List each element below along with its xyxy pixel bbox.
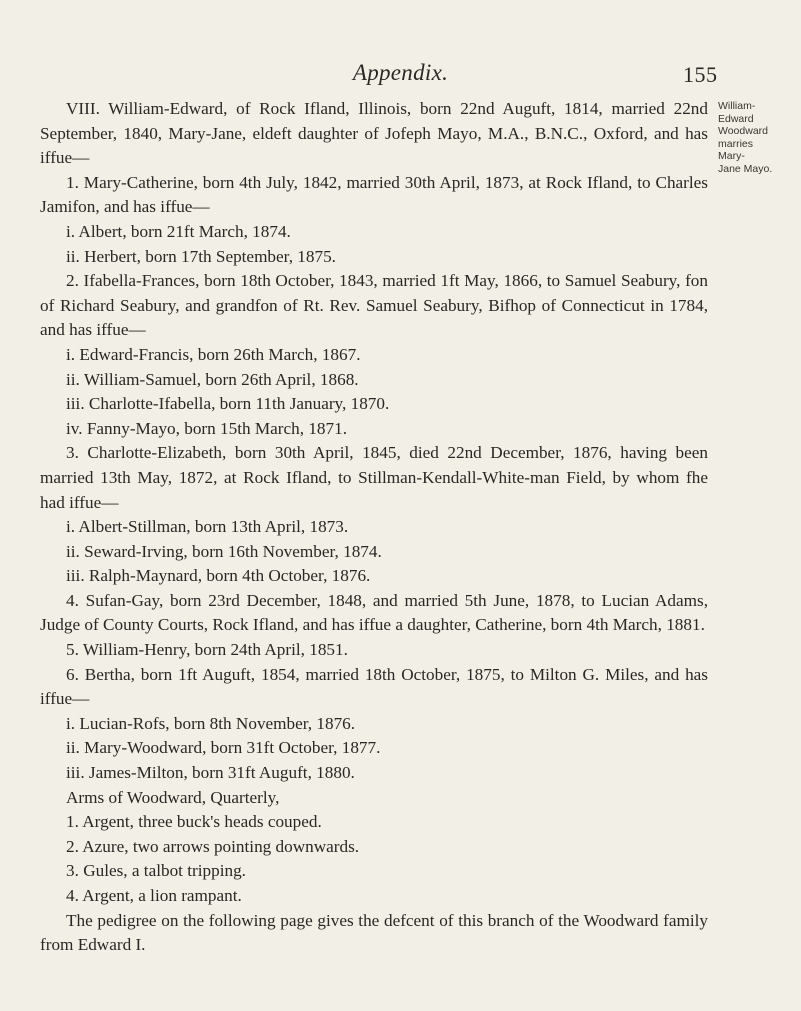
paragraph-grandchild: i. Albert, born 21ft March, 1874. [66,221,291,241]
paragraph-arms-quarter: 3. Gules, a talbot tripping. [66,861,246,881]
paragraph-grandchild: iii. Ralph-Maynard, born 4th October, 1876. [66,566,371,586]
paragraph-arms-heading: Arms of Woodward, Quarterly, [66,787,280,807]
body-text [40,97,708,958]
margin-note-line: Jane Mayo. [718,162,773,175]
running-title: Appendix. [352,60,449,85]
paragraph-child-4: 4. Sufan-Gay, born 23rd December, 1848, and married 5th June, 1878, to Lucian Adams, Judge of County Courts, Rock Ifland, and has iffue a daughter, Catherine, born 4th March, 1881. [40,590,708,635]
margin-note-line: Edward [718,112,754,125]
margin-note-line: marries [718,137,754,150]
paragraph-grandchild: i. Edward-Francis, born 26th March, 1867. [66,344,361,364]
paragraph-arms-quarter: 2. Azure, two arrows pointing downwards. [66,836,360,856]
paragraph-grandchild: ii. Mary-Woodward, born 31ft October, 1877. [66,738,381,758]
paragraph-child-1: 1. Mary-Catherine, born 4th July, 1842, married 30th April, 1873, at Rock Ifland, to Charles Jamifon, and has iffue— [40,172,708,217]
paragraph-arms-quarter: 4. Argent, a lion rampant. [66,886,242,905]
paragraph-viii: VIII. William-Edward, of Rock Ifland, Illinois, born 22nd Auguft, 1814, married 22nd September, 1840, Mary-Jane, eldeft daughter of Jofeph Mayo, M.A., B.N.C., Oxford, and has iffue— [40,99,708,168]
paragraph-closing: The pedigree on the following page gives the defcent of this branch of the Woodward family from Edward I. [40,910,708,955]
paragraph-grandchild: i. Lucian-Rofs, born 8th November, 1876. [66,713,356,733]
paragraph-grandchild: iii. Charlotte-Ifabella, born 11th January, 1870. [66,394,390,414]
paragraph-child-3: 3. Charlotte-Elizabeth, born 30th April, 1845, died 22nd December, 1876, having been married 13th May, 1872, at Rock Ifland, to Stillman-Kendall-White-man Field, by whom fhe had iffue— [40,443,708,512]
margin-note-line: Woodward [718,125,768,137]
paragraph-grandchild: ii. Herbert, born 17th September, 1875. [66,246,336,266]
paragraph-child-5: 5. William-Henry, born 24th April, 1851. [66,640,348,660]
paragraph-grandchild: ii. Seward-Irving, born 16th November, 1874. [66,541,382,561]
paragraph-grandchild: iii. James-Milton, born 31ft Auguft, 1880. [66,763,355,783]
page-number: 155 [683,62,718,87]
paragraph-child-2: 2. Ifabella-Frances, born 18th October, 1843, married 1ft May, 1866, to Samuel Seabury, fon of Richard Seabury, and grandfon of Rt. Rev. Samuel Seabury, Bifhop of Connecticut in 1784, and has iffue— [40,271,708,340]
paragraph-grandchild: iv. Fanny-Mayo, born 15th March, 1871. [66,418,348,438]
margin-note-line: Mary- [718,150,745,162]
paragraph-child-6: 6. Bertha, born 1ft Auguft, 1854, married 18th October, 1875, to Milton G. Miles, and has iffue— [40,664,708,709]
paragraph-arms-quarter: 1. Argent, three buck's heads couped. [66,812,322,832]
paragraph-grandchild: ii. William-Samuel, born 26th April, 1868. [66,369,359,389]
margin-note [718,100,798,175]
paragraph-grandchild: i. Albert-Stillman, born 13th April, 1873. [66,517,349,537]
margin-note-line: William- [718,100,756,112]
